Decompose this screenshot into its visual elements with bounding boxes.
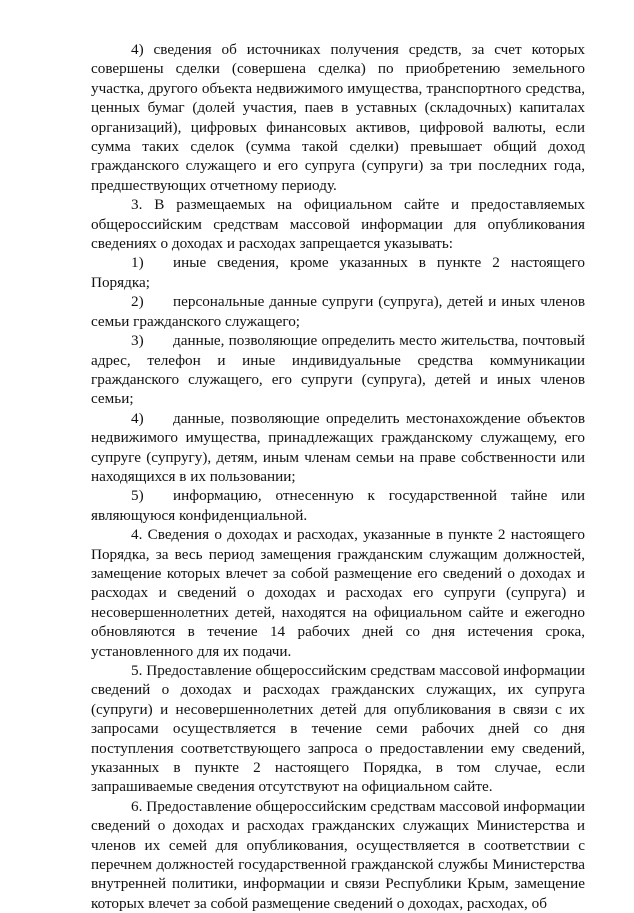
paragraph-4: 4. Сведения о доходах и расходах, указанные в пункте 2 настоящего Порядка, за весь период замещения гражданским служащим должностей, замещение которых влечет за собой размещение его сведений о доходах и расходах и сведений о доходах и расходах его супруги (супруга) и несовершеннолетних детей, находятся на официальном сайте и ежегодно обновляются в течение 14 рабочих дней со дня истечения срока, установленного для их подачи. xyxy=(91,526,585,660)
paragraph-5: 5. Предоставление общероссийским средствам массовой информации сведений о доходах и расходах гражданских служащих, их супруга (супруги) и несовершеннолетних детей для опубликования в связи с их запросами осуществляется в течение семи рабочих дней со дня поступления соответствующего запроса о предоставлении ему сведений, указанных в пункте 2 настоящего Порядка, в том случае, если запрашиваемые сведения отсутствуют на официальном сайте. xyxy=(91,662,585,796)
list-item-text: информацию, отнесенную к государственной тайне или являющуюся конфиденциальной. xyxy=(91,487,585,524)
list-item xyxy=(91,331,585,409)
list-item-number: 5) xyxy=(131,487,144,505)
list-item-text: данные, позволяющие определить место жительства, почтовый адрес, телефон и иные индивидуальные средства коммуникации гражданского служащего, его супруги (супруга), детей и иных членов семьи; xyxy=(91,332,585,408)
list-item xyxy=(91,486,585,525)
document-page xyxy=(91,40,585,913)
list-item-number: 2) xyxy=(131,293,144,311)
list-item xyxy=(91,253,585,292)
list-item-text: персональные данные супруги (супруга), детей и иных членов семьи гражданского служащего; xyxy=(91,293,585,330)
list-item-number: 3) xyxy=(131,332,144,350)
list-item xyxy=(91,292,585,331)
paragraph-sources: 4) сведения об источниках получения средств, за счет которых совершены сделки (совершена сделка) по приобретению земельного участка, другого объекта недвижимого имущества, транспортного средства, ценных бумаг (долей участия, паев в уставных (складочных) капиталах организаций), цифровых финансовых активов, цифровой валюты, если сумма таких сделок (сумма такой сделки) превышает общий доход гражданского служащего и его супруга (супруги) за три последних года, предшествующих отчетному периоду. xyxy=(91,41,585,194)
list-item-number: 1) xyxy=(131,254,144,272)
list-item xyxy=(91,409,585,487)
list-item-text: иные сведения, кроме указанных в пункте 2 настоящего Порядка; xyxy=(91,254,585,291)
paragraph-6: 6. Предоставление общероссийским средствам массовой информации сведений о доходах и расходах гражданских служащих Министерства и членов их семей для опубликования, осуществляется в соответствии с перечнем должностей государственной гражданской службы Министерства внутренней политики, информации и связи Республики Крым, замещение которых влечет за собой размещение сведений о доходах, расходах, об xyxy=(91,797,585,912)
paragraph-3-intro: 3. В размещаемых на официальном сайте и предоставляемых общероссийским средствам массовой информации для опубликования сведениях о доходах и расходах запрещается указывать: xyxy=(91,196,585,253)
list-item-text: данные, позволяющие определить местонахождение объектов недвижимого имущества, принадлежащих гражданскому служащему, его супруге (супругу), детям, иным членам семьи на праве собственности или находящихся в их пользовании; xyxy=(91,409,585,485)
list-item-number: 4) xyxy=(131,409,144,427)
